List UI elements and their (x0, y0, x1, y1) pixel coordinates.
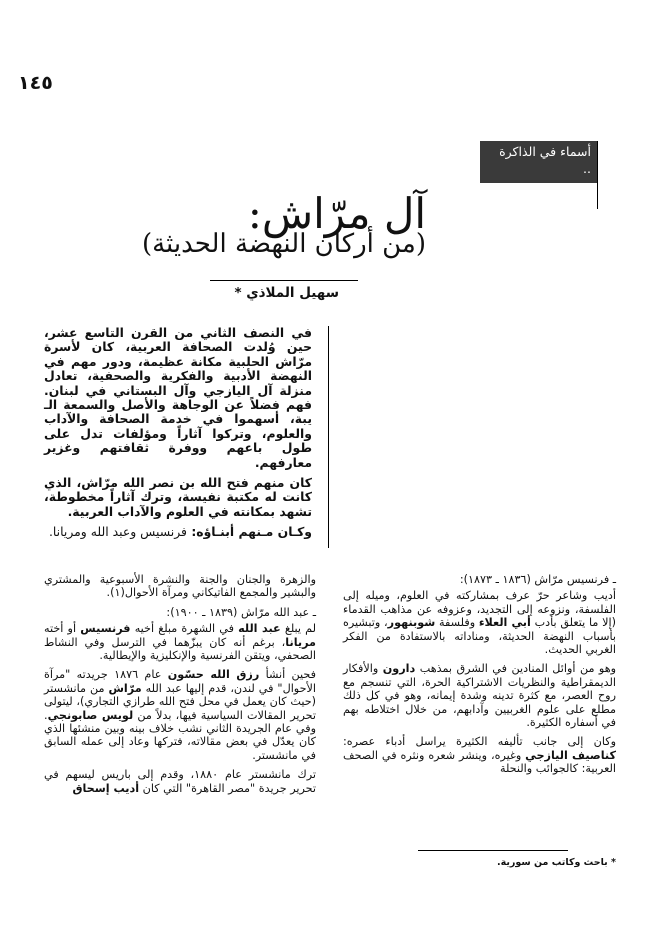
section-tag (480, 141, 597, 183)
author: سهيل الملاذي * (234, 285, 339, 301)
left-paragraph-2: لم يبلغ عبد الله في الشهرة مبلغ أخيه فرنسيس أو أخته مريانا، برغم أنه كان يبزّهما في الترسل وفي النشاط الصحفي، ويتقن الفرنسية والإنكليزية والإيطالية. (44, 622, 317, 663)
left-paragraph-3: فحين أنشأ رزق الله حسّون عام ١٨٧٦ جريدته "مرآة الأحوال" في لندن، قدم إليها عبد الله مرّاش من مانشستر (حيث كان يعمل في محل فتح الله طرازي التجاري)، ليتولى تحرير المقالات السياسية فيها، بدلاً من لويس صابونجي. وفي عام الجريدة الثاني نشب خلاف بينه وبين منشئها الذي كان يعدّل في بعض مقالاته، فتركها وعاد إلى عمله السابق في مانشستر. (44, 668, 316, 762)
intro-lead: وكـان مـنهم أبنـاؤه: (191, 524, 312, 540)
left-paragraph-1: والزهرة والجنان والجنة والنشرة الأسبوعية والمشتري والبشير والمجمع الفاتيكاني ومرآة الأحوال(١). (44, 573, 316, 600)
intro-block (44, 326, 312, 546)
author-rule (210, 280, 358, 281)
intro-rule (328, 326, 329, 548)
right-heading: ـ فرنسيس مرّاش (١٨٣٦ ـ ١٨٧٣): (459, 573, 616, 586)
article-subtitle: (من أركان النهضة الحديثة) (141, 229, 426, 259)
intro-paragraph-3 (44, 525, 312, 539)
section-label: أسماء في الذاكرة (499, 144, 591, 159)
footnote-rule (418, 850, 568, 851)
section-tag-rule (597, 141, 598, 209)
footnote: * باحث وكاتب من سورية. (497, 857, 616, 868)
article-title: آل مرّاش: (247, 189, 426, 238)
intro-paragraph-1: في النصف الثاني من القرن التاسع عشر، حين وُلدت الصحافة العربية، كان لأسرة مرّاش الحلبية مكانة عظيمة، ودور مهم في النهضة الأدبية والفكرية والصحفية، تعادل منزلة آل اليازجي وآل البستاني في لبنان. فهم فضلاً عن الوجاهة والأصل والسمعة الـ يبة، أسهموا في خدمة الصحافة والآداب والعلوم، وتركوا آثاراً ومؤلفات تدل على طول باعهم ووفرة ثقافتهم وغزير معارفهم. (44, 325, 312, 470)
intro-paragraph-2: كان منهم فتح الله بن نصر الله مرّاش، الذي كانت له مكتبة نفيسة، وترك آثاراً مخطوطة، تشهد بمكانته في العلوم والآداب العربية. (44, 475, 312, 519)
left-paragraph-4: ترك مانشستر عام ١٨٨٠، وقدم إلى باريس ليسهم في تحرير جريدة "مصر القاهرة" التي كان أديب إسحاق (44, 768, 317, 795)
left-column (44, 573, 316, 801)
intro-names: فرنسيس وعبد الله ومريانا. (48, 524, 187, 540)
right-paragraph-2: وهو من أوائل المنادين في الشرق بمذهب دارون والأفكار الديمقراطية والنظريات الاشتراكية الحرة، التي تنسجم مع روح العصر، مع كثرة تدينه وشدة إيمانه، وهو في كل ذلك مطلع على علوم الغربيين وآدابهم، من خلال اختلاطه بهم في أسفاره الكثيرة. (343, 662, 616, 730)
section-suffix: .. (583, 161, 591, 176)
left-heading: ـ عبد الله مرّاش (١٨٣٩ ـ ١٩٠٠): (166, 605, 316, 619)
page-number: ١٤٥ (18, 72, 53, 94)
right-paragraph-3: وكان إلى جانب تأليفه الكثيرة يراسل أدباء عصره: كناصيف اليازجي وغيره، وينشر شعره ونثره في الصحف العربية: كالجوائب والنحلة (343, 735, 616, 776)
right-column (343, 573, 616, 782)
right-paragraph-1: أديب وشاعر حرّ عرف بمشاركته في العلوم، وميله إلى الفلسفة، ونزوعه إلى التجديد، وعزوفه عن مذاهب القدماء (إلا ما يتعلق بأدب أبي العلاء وفلسفة شوبنهور، وتبشيره بأسباب النهضة الحديثة، ومناداته بالاستفادة من الفكر الغربي الحديث. (343, 589, 616, 657)
